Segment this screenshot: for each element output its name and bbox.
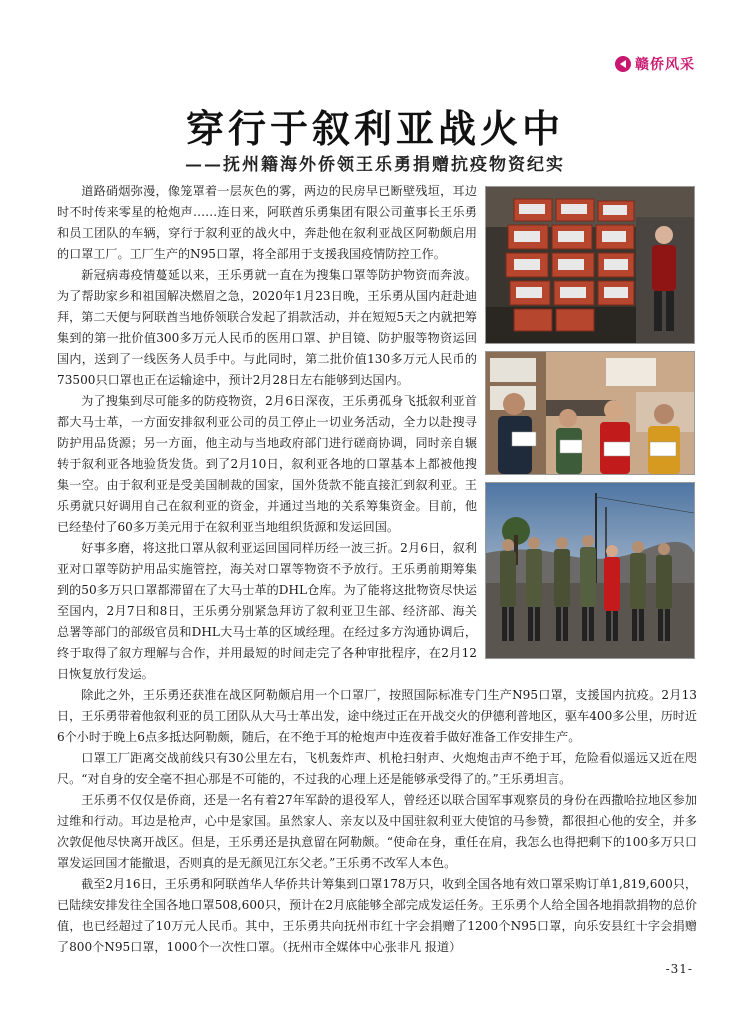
paragraph: 为了搜集到尽可能多的防疫物资，2月6日深夜，王乐勇孤身飞抵叙利亚首都大马士革，一方面安排叙利亚公司的员工停止一切业务活动，全力以赴搜寻防护用品货源；另一方面，他主动与当地政府部门进行磋商协调，同时亲自辗转于叙利亚各地验货发货。到了2月10日，叙利亚各地的口罩基本上都被他搜集一空。由于叙利亚是受美国制裁的国家，国外货款不能直接汇到叙利亚。王乐勇就只好调用自己在叙利亚的资金，并通过当地的关系筹集资金。目前，他已经垫付了60多万美元用于在叙利亚当地组织货源和发运回国。 <box>57 394 477 534</box>
photo-column-spacer <box>489 181 697 659</box>
paragraph: 新冠病毒疫情蔓延以来，王乐勇就一直在为搜集口罩等防护物资而奔波。为了帮助家乡和祖国解决燃眉之急，2020年1月23日晚，王乐勇从国内赶赴迪拜，第二天便与阿联酋当地侨领联合发起了捐款活动，并在短短5天之内就把筹集到的第一批价值300多万元人民币的医用口罩、护目镜、防护服等物资运回国内，送到了一线医务人员手中。与此同时，第二批价值130多万元人民币的73500只口罩也正在运输途中，预计2月28日左右能够到达国内。 <box>57 268 477 387</box>
paragraph: 王乐勇不仅仅是侨商，还是一名有着27年军龄的退役军人，曾经还以联合国军事观察员的身份在西撒哈拉地区参加过维和行动。耳边是枪声，心中是家国。虽然家人、亲友以及中国驻叙利亚大使馆的马参赞，都很担心他的安全，并多次敦促他尽快离开战区。但是，王乐勇还是执意留在阿勒颇。“使命在身，重任在肩，我怎么也得把剩下的100多万只口罩发运回国才能撤退，否则真的是无颜见江东父老。”王乐勇不改军人本色。 <box>57 793 697 870</box>
paragraph: 口罩工厂距离交战前线只有30公里左右，飞机轰炸声、机枪扫射声、火炮炮击声不绝于耳，危险看似遥远又近在咫尺。“对自身的安全毫不担心那是不可能的，不过我的心理上还是能够承受得了的。”王乐勇坦言。 <box>57 751 697 786</box>
section-tag <box>615 53 695 75</box>
article-title: 穿行于叙利亚战火中 <box>185 107 564 151</box>
paragraph: 截至2月16日，王乐勇和阿联酋华人华侨共计筹集到口罩178万只，收到全国各地有效口罩采购订单1,819,600只，已陆续安排发往全国各地口罩508,600只，预计在2月底能够全部完成发运任务。王乐勇个人给全国各地捐款捐物的总价值，也已经超过了10万元人民币。其中，王乐勇共向抚州市红十字会捐赠了1200个N95口罩，向乐安县红十字会捐赠了800个N95口罩，1000个一次性口罩。（抚州市全媒体中心张非凡 报道） <box>57 877 697 954</box>
article-body <box>57 181 697 958</box>
paragraph: 除此之外，王乐勇还获准在战区阿勒颇启用一个口罩厂，按照国际标准专门生产N95口罩，支援国内抗疫。2月13日，王乐勇带着他叙利亚的员工团队从大马士革出发，途中绕过正在开战交火的伊德利普地区，驱车400多公里，历时近6个小时于晚上6点多抵达阿勒颇，随后，在不绝于耳的枪炮声中连夜着手做好准备工作安排生产。 <box>57 688 697 744</box>
paragraph: 道路硝烟弥漫，像笼罩着一层灰色的雾，两边的民房早已断壁残垣，耳边时不时传来零星的枪炮声……连日来，阿联酋乐勇集团有限公司董事长王乐勇和员工团队的车辆，穿行于叙利亚的战火中，奔赴他在叙利亚战区阿勒颇启用的口罩工厂。工厂生产的N95口罩，将全部用于支援我国疫情防控工作。 <box>57 184 477 261</box>
section-label: 赣侨风采 <box>635 57 695 73</box>
left-triangle-icon <box>615 56 631 72</box>
paragraph: 好事多磨，将这批口罩从叙利亚运回国同样历经一波三折。2月6日，叙利亚对口罩等防护用品实施管控，海关对口罩等物资不予放行。王乐勇前期筹集到的50多万只口罩都滞留在了大马士革的DHL仓库。为了能将这批物资尽快运至国内，2月7日和8日，王乐勇分别紧急拜访了叙利亚卫生部、经济部、海关总署等部门的部级官员和DHL大马士革的区域经理。在经过多方沟通协调后，终于取得了叙方理解与合作，并用最短的时间走完了各种审批程序，在2月12日恢复放行发运。 <box>57 541 477 681</box>
article-subtitle: ——抚州籍海外侨领王乐勇捐赠抗疫物资纪实 <box>185 155 565 175</box>
page-number: -31- <box>665 962 693 976</box>
